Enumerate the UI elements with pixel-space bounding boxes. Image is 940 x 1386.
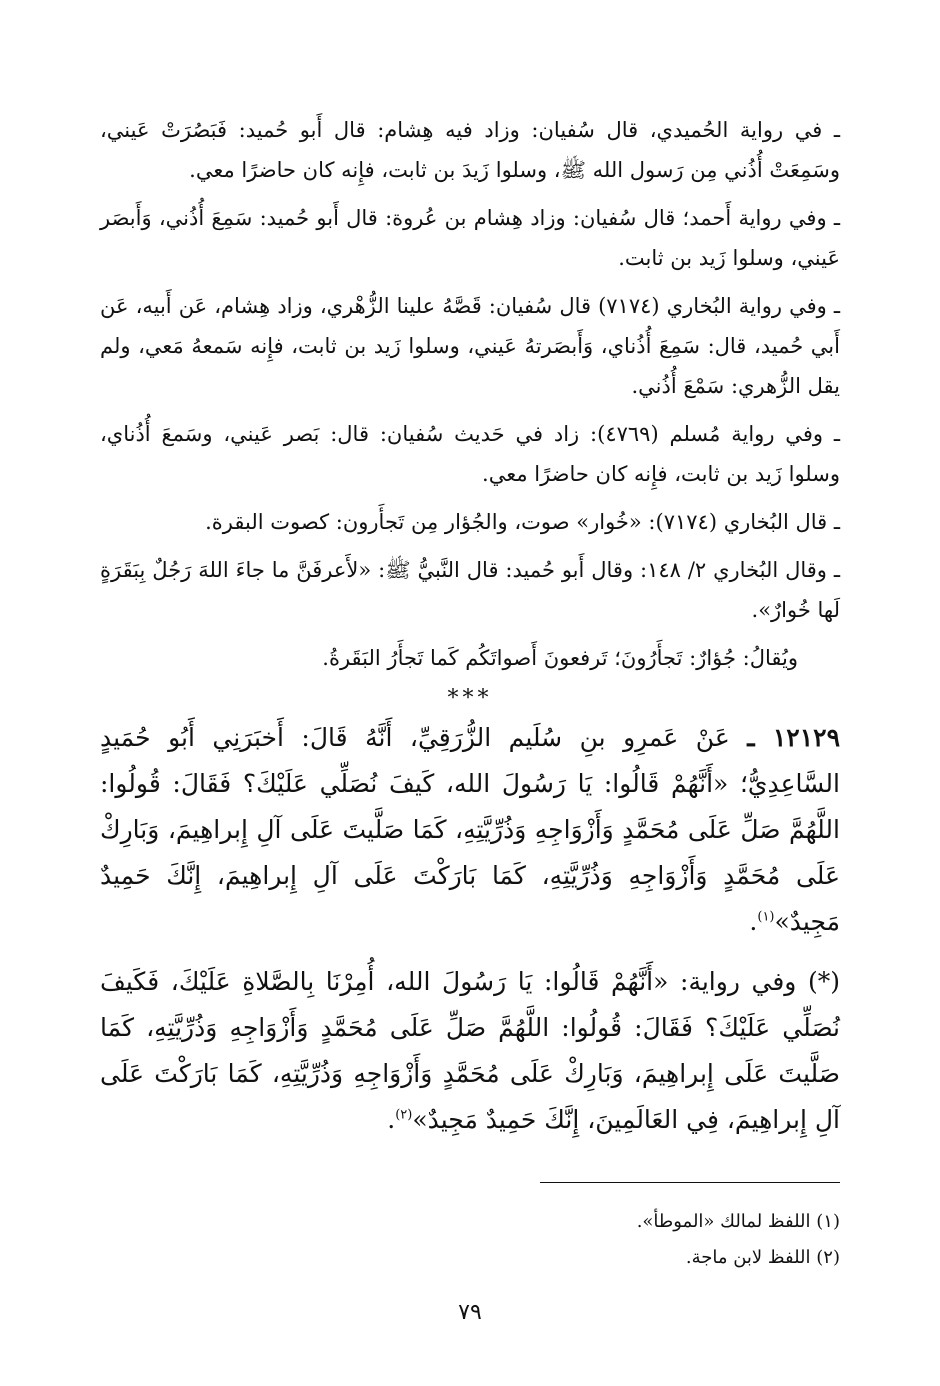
commentary-paragraph: ـ قال البُخاري (٧١٧٤): «خُوار» صوت، والجُؤار مِن تَجأَرون: كصوت البقرة. — [205, 510, 840, 534]
page-body — [100, 110, 840, 1157]
hadith-number: ١٢١٢٩ ـ — [747, 723, 841, 752]
variant-end: . — [387, 1105, 396, 1134]
commentary-quote: ويُقالُ: جُؤارٌ: تَجأَرُونَ؛ تَرفعونَ أَصواتَكُم كَما تَجأَرُ البَقَرةُ. — [322, 646, 798, 670]
footnote-item: (١) اللفظ لمالك «الموطأ». — [636, 1211, 840, 1232]
variant-paragraph — [100, 959, 840, 1143]
commentary-paragraph: ـ في رواية الحُميدي، قال سُفيان: وزاد فيه هِشام: قال أَبو حُميد: فَبَصُرَتْ عَيني، وسَمِعَتْ أُذُني مِن رَسول الله ﷺ، وسلوا زَيدَ بن ثابت، فإِنه كان حاضرًا معي. — [100, 118, 840, 182]
footnotes — [100, 1204, 840, 1276]
commentary-paragraph: ـ وفي رواية أَحمد؛ قال سُفيان: وزاد هِشام بن عُروة: قال أَبو حُميد: سَمِعَ أُذُني، وَأَبصَر عَيني، وسلوا زَيد بن ثابت. — [100, 206, 840, 270]
hadith-block — [100, 715, 840, 1143]
section-separator: *** — [447, 686, 493, 711]
page-number: ٧٩ — [458, 1300, 482, 1325]
variant-text: (*) وفي رواية: «أَنَّهُمْ قَالُوا: يَا رَسُولَ الله، أُمِرْنَا بِالصَّلاةِ عَلَيْكَ، فَكَيفَ نُصَلِّي عَلَيْكَ؟ فَقَالَ: قُولُوا: اللَّهُمَّ صَلِّ عَلَى مُحَمَّدٍ وَأَزْوَاجِهِ وَذُرِّيَّتِهِ، كَمَا صَلَّيتَ عَلَى إِبراهِيمَ، وَبَارِكْ عَلَى مُحَمَّدٍ وَأَزْوَاجِهِ وَذُرِّيَّتِهِ، كَمَا بَارَكْتَ عَلَى آلِ إِبراهِيمَ، فِي العَالَمِينَ، إِنَّكَ حَمِيدٌ مَجِيدٌ» — [100, 967, 840, 1134]
hadith-end: . — [749, 907, 758, 936]
hadith-paragraph — [100, 715, 840, 945]
commentary-paragraph: ـ وفي رواية مُسلم (٤٧٦٩): زاد في حَديث سُفيان: قال: بَصر عَيني، وسَمعَ أُذُناي، وسلوا زَيد بن ثابت، فإِنه كان حاضرًا معي. — [100, 422, 840, 486]
footnote-ref: (٢) — [395, 1107, 413, 1123]
commentary-paragraph: ـ وفي رواية البُخاري (٧١٧٤) قال سُفيان: قَصَّهُ علينا الزُّهْري، وزاد هِشام، عَن أَبيه، عَن أَبي حُميد، قال: سَمِعَ أُذُناي، وَأَبصَرتهُ عَيني، وسلوا زَيد بن ثابت، فإِنه سَمعهُ مَعي، ولم يقل الزُّهري: سَمْعَ أُذُني. — [100, 294, 840, 398]
commentary-block — [100, 110, 840, 678]
hadith-text: عَنْ عَمرِو بنِ سُلَيم الزُّرَقِيِّ، أَنَّهُ قَالَ: أَخبَرَنِي أَبُو حُمَيدٍ السَّاعِدِيُّ؛ «أَنَّهُمْ قَالُوا: يَا رَسُولَ الله، كَيفَ نُصَلِّي عَلَيْكَ؟ فَقَالَ: قُولُوا: اللَّهُمَّ صَلِّ عَلَى مُحَمَّدٍ وَأَزْوَاجِهِ وَذُرِّيَّتِهِ، كَمَا صَلَّيتَ عَلَى آلِ إِبراهِيمَ، وَبَارِكْ عَلَى مُحَمَّدٍ وَأَزْوَاجِهِ وَذُرِّيَّتِهِ، كَمَا بَارَكْتَ عَلَى آلِ إِبراهِيمَ، إِنَّكَ حَمِيدٌ مَجِيدٌ» — [100, 723, 840, 936]
footnote-ref: (١) — [757, 909, 775, 925]
footnote-divider — [540, 1182, 840, 1183]
commentary-paragraph: ـ وقال البُخاري ٢/ ١٤٨: وقال أَبو حُميد: قال النَّبيُّ ﷺ: «لأَعرفَنَّ ما جاءَ اللهَ رَجُلٌ بِبَقَرَةٍ لَها خُوارٌ». — [100, 558, 840, 622]
footnote-item: (٢) اللفظ لابن ماجة. — [685, 1247, 840, 1268]
